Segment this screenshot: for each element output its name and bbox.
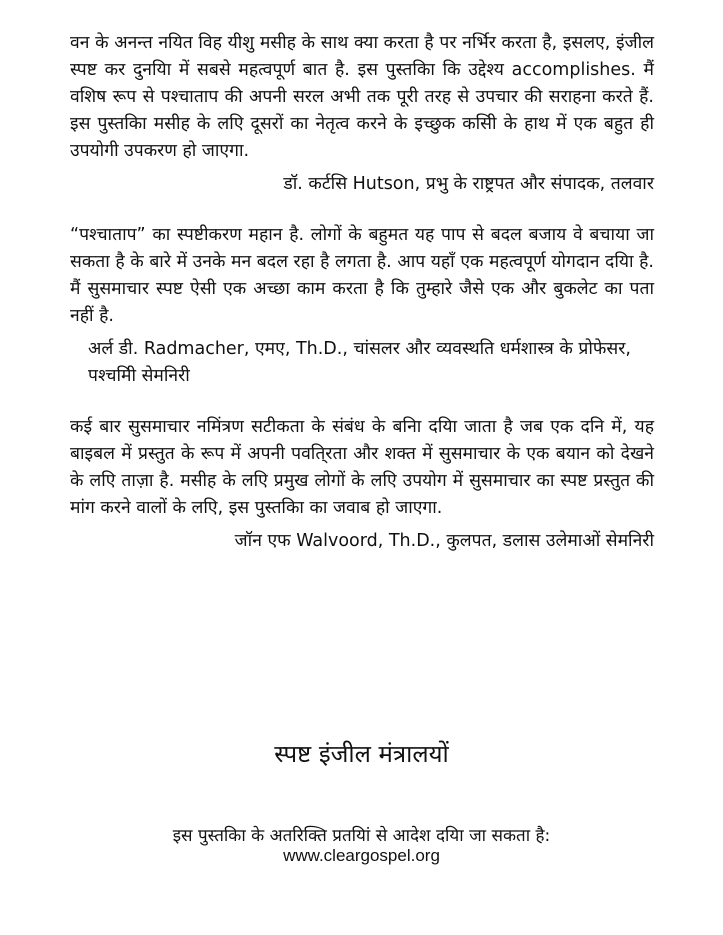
endorsement-2 — [70, 222, 654, 390]
endorsement-1 — [70, 30, 654, 198]
endorsement-text: कई बार सुसमाचार नमिंत्रण सटीकता के संबंध के बनिा दयिा जाता है जब एक दनि में, यह बाइबल में प्रस्तुत के रूप में अपनी पवति्रता और शक्त में सुसमाचार के एक बयान को देखने के लएि ताज़ा है. मसीह के लएि प्रमुख लोगों के लएि उपयोग में सुसमाचार का स्पष्ट प्रस्तुत की मांग करने वालों के लएि, इस पुस्तकाि का जवाब हो जाएगा. — [70, 417, 654, 518]
endorsement-3 — [70, 414, 654, 555]
endorsement-text: “पश्चाताप” का स्पष्टीकरण महान है. लोगों के बहुमत यह पाप से बदल बजाय वे बचाया जा सकता है के बारे में उनके मन बदल रहा है लगता है. आप यहाँ एक महत्वपूर्ण योगदान दयाि है. मैं सुसमाचार स्पष्ट ऐसी एक अच्छा काम करता है कि तुम्हारे जैसे एक और बुकलेट का पता नहीं है. — [70, 225, 654, 326]
endorsements — [70, 30, 654, 555]
endorsement-attribution: डॉ. कर्टसि Hutson, प्रभु के राष्ट्रपत और संपादक, तलवार — [283, 174, 654, 194]
endorsement-text: वन के अनन्त नयित विह यीशु मसीह के साथ क्या करता है पर नर्भिर करता है, इसलए, इंजील स्पष्ट कर दुनयिा में सबसे महत्वपूर्ण बात है. इस पुस्तकाि कि उद्देश्य accomplishes. मैं वशिष रूप से पश्चाताप की अपनी सरल अभी तक पूरी तरह से उपचार की सराहना करते हैं. इस पुस्तकाि मसीह के लएि दूसरों का नेतृत्व करने के इच्छुक कसिी के हाथ में एक बहुत ही उपयोगी उपकरण हो जाएगा. — [70, 33, 654, 161]
endorsement-attribution: जॉन एफ Walvoord, Th.D., कुलपत, डलास उलेमाओं सेमनिरी — [234, 531, 654, 551]
ministry-title: स्पष्ट इंजील मंत्रालयों — [274, 740, 449, 768]
website-url: www.cleargospel.org — [283, 846, 440, 865]
order-info: इस पुस्तकाि के अतरिक्ति प्रतयिां से आदेश दयिा जा सकता है: — [172, 826, 551, 846]
endorsement-attribution: अर्ल डी. Radmacher, एमए, Th.D., चांसलर और व्यवस्थति धर्मशास्त्र के प्रोफेसर, पश्चमिी सेमनिरी — [88, 339, 631, 386]
